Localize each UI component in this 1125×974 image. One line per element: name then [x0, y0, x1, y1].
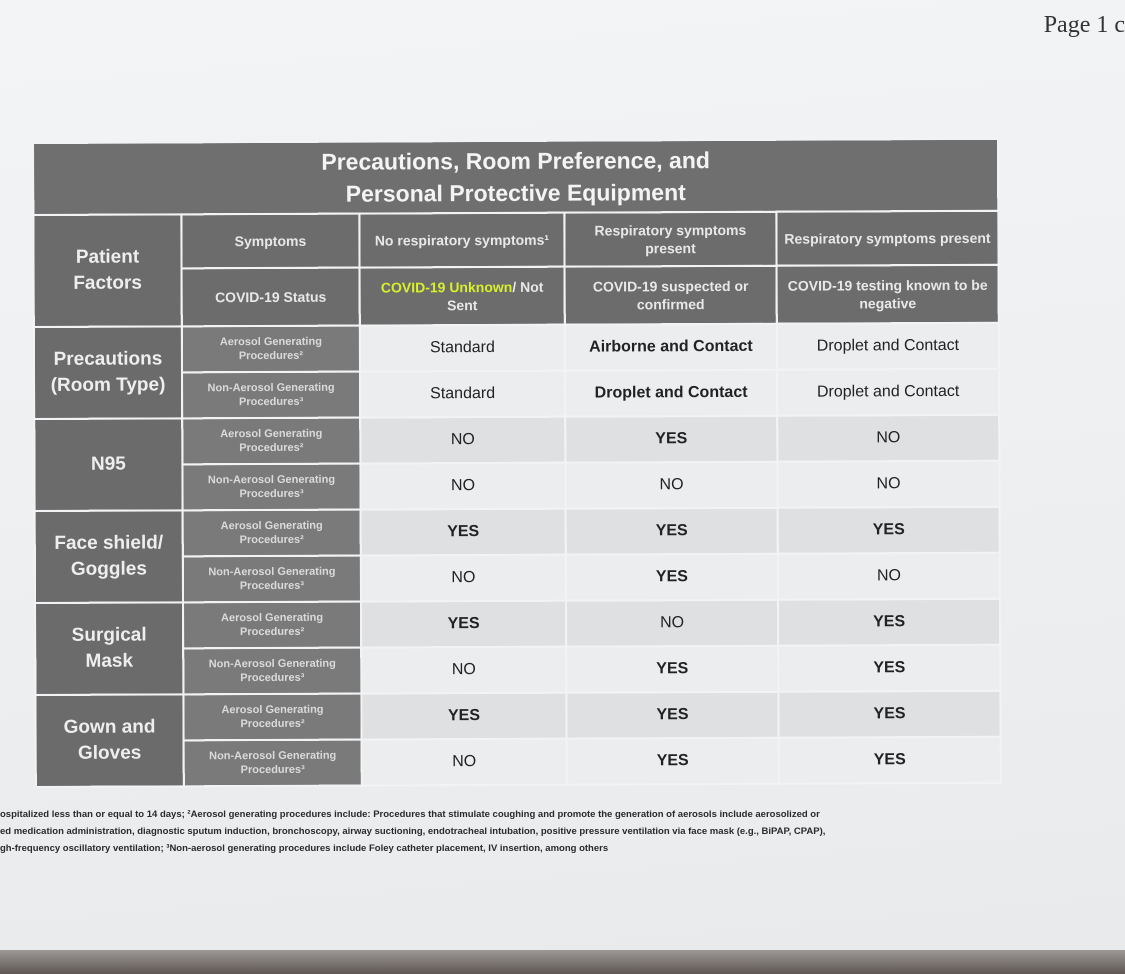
table-title-line1: Precautions, Room Preference, and — [321, 147, 710, 175]
precautions-table — [32, 138, 1002, 788]
cell-value: NO — [565, 462, 777, 509]
cell-value: Droplet and Contact — [777, 323, 999, 370]
cell-value: YES — [566, 554, 778, 601]
cell-value: YES — [779, 737, 1001, 784]
section-label-line1: Face shield/ — [54, 532, 164, 554]
footnote — [0, 806, 1120, 857]
cell-value: YES — [565, 416, 777, 463]
cell-value: YES — [566, 692, 778, 739]
table-row — [34, 323, 999, 373]
cell-value: NO — [360, 463, 565, 510]
section-label-surgical-mask — [35, 602, 183, 695]
section-label-gown-gloves — [35, 694, 183, 787]
procedure-label: Non-Aerosol Generating Procedures³ — [184, 740, 362, 787]
cell-value: YES — [778, 645, 1000, 692]
cell-value: Airborne and Contact — [565, 324, 777, 371]
section-label-line1: Gown and — [63, 716, 156, 738]
cell-value: NO — [777, 461, 999, 508]
procedure-label: Aerosol Generating Procedures² — [182, 326, 360, 373]
footnote-line1: ospitalized less than or equal to 14 days; ²Aerosol generating procedures include: Procedures that stimulate coughing and promote the generation of aerosols include aerosolized or — [0, 809, 820, 820]
table-row — [35, 507, 1000, 557]
patient-factors-line2: Factors — [73, 272, 142, 294]
cell-value: Standard — [360, 371, 565, 418]
cell-value: YES — [778, 691, 1000, 738]
cell-value: YES — [566, 508, 778, 555]
cell-value: NO — [360, 417, 565, 464]
cell-value: NO — [362, 739, 567, 786]
cell-value: YES — [566, 646, 778, 693]
col1-status — [360, 267, 565, 326]
table-row — [35, 691, 1000, 741]
title-row — [33, 139, 998, 215]
procedure-label: Non-Aerosol Generating Procedures³ — [183, 648, 361, 695]
procedure-label: Aerosol Generating Procedures² — [183, 602, 361, 649]
cell-value: NO — [361, 555, 566, 602]
section-label-precautions — [34, 326, 182, 419]
cell-value: YES — [361, 693, 566, 740]
section-label-line1: Precautions — [53, 348, 163, 370]
section-label-line2: Goggles — [70, 558, 147, 580]
procedure-label: Non-Aerosol Generating Procedures³ — [183, 556, 361, 603]
page-number: Page 1 c — [1043, 12, 1125, 38]
cell-value: Standard — [360, 325, 565, 372]
table-title — [33, 139, 998, 215]
cell-value: YES — [361, 509, 566, 556]
procedure-label: Non-Aerosol Generating Procedures³ — [182, 372, 360, 419]
desk-surface — [0, 950, 1125, 974]
col2-status: COVID-19 suspected or confirmed — [565, 266, 777, 325]
patient-factors-line1: Patient — [75, 246, 140, 268]
procedure-label: Aerosol Generating Procedures² — [183, 510, 361, 557]
col1-status-rest: / Not Sent — [447, 278, 544, 314]
section-label-line2: Mask — [85, 650, 134, 672]
col1-symptoms: No respiratory symptoms¹ — [359, 213, 564, 268]
section-label-line1: Surgical — [71, 624, 147, 646]
cell-value: Droplet and Contact — [777, 369, 999, 416]
col3-status: COVID-19 testing known to be negative — [777, 265, 999, 324]
section-label-face-shield — [35, 510, 183, 603]
col1-status-highlight: COVID-19 Unknown — [380, 278, 513, 296]
procedure-label: Aerosol Generating Procedures² — [182, 418, 360, 465]
section-label-line2: (Room Type) — [50, 374, 166, 396]
procedure-label: Non-Aerosol Generating Procedures³ — [182, 464, 360, 511]
cell-value: Droplet and Contact — [565, 370, 777, 417]
table-title-line2: Personal Protective Equipment — [345, 179, 686, 207]
cell-value: YES — [567, 738, 779, 785]
cell-value: YES — [778, 507, 1000, 554]
symptoms-row — [33, 211, 998, 269]
procedure-label: Aerosol Generating Procedures² — [183, 694, 361, 741]
symptoms-label: Symptoms — [181, 214, 359, 269]
col3-symptoms: Respiratory symptoms present — [776, 211, 998, 266]
section-label-n95 — [34, 418, 182, 511]
section-label-line2: Gloves — [77, 742, 142, 764]
cell-value: NO — [777, 415, 999, 462]
patient-factors-label — [33, 214, 181, 327]
col2-symptoms: Respiratory symptoms present — [564, 212, 776, 267]
cell-value: NO — [778, 553, 1000, 600]
table-row — [34, 415, 999, 465]
cell-value: NO — [361, 647, 566, 694]
section-label-line1: N95 — [90, 453, 126, 475]
cell-value: YES — [778, 599, 1000, 646]
status-label: COVID-19 Status — [182, 268, 360, 327]
cell-value: YES — [361, 601, 566, 648]
table-row — [35, 599, 1000, 649]
footnote-line3: gh-frequency oscillatory ventilation; ³Non-aerosol generating procedures include Foley catheter placement, IV insertion, among others — [0, 843, 609, 854]
footnote-line2: ed medication administration, diagnostic sputum induction, bronchoscopy, airway suctioning, endotracheal intubation, positive pressure ventilation via face mask (e.g., BiPAP, CPAP), — [0, 826, 826, 837]
cell-value: NO — [566, 600, 778, 647]
